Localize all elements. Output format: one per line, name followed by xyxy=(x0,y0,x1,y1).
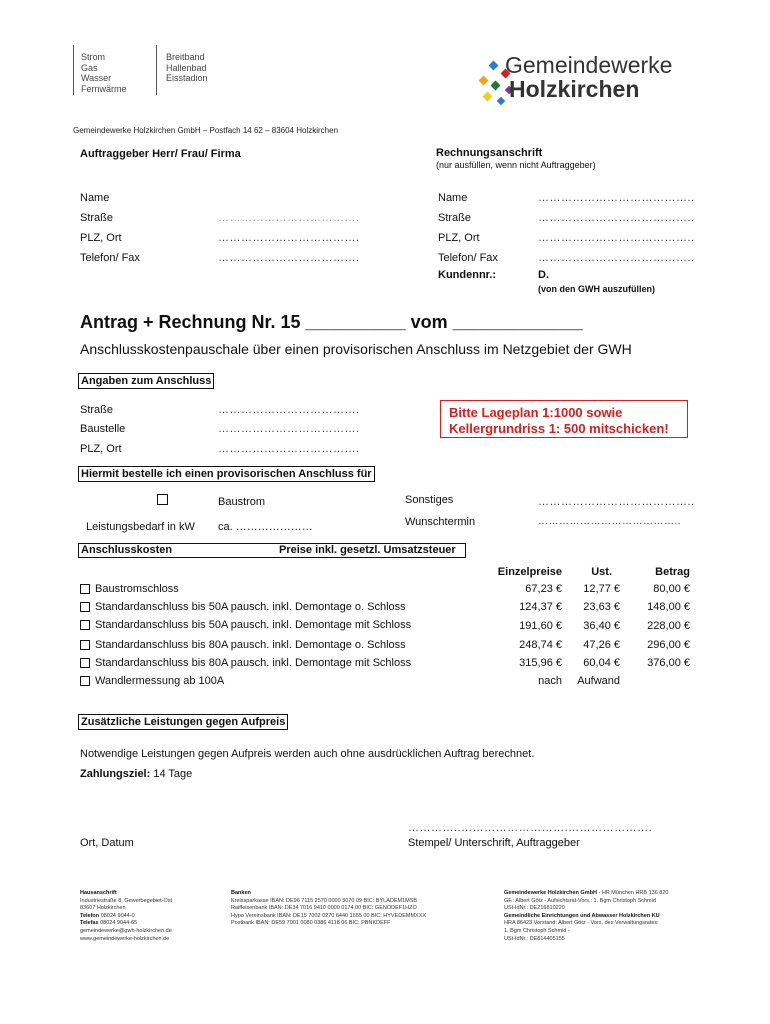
cost-row-6-label: Wandlermessung ab 100A xyxy=(95,675,225,687)
client-phone-label: Telefon/ Fax xyxy=(80,252,140,264)
footer-email[interactable]: gemeindewerke@gwh-holzkirchen.de xyxy=(80,927,172,934)
cost-row-1-label: Baustromschloss xyxy=(95,583,179,595)
cost-row-4-price: 248,74 € xyxy=(519,639,562,651)
client-street-field[interactable]: ………………………………. xyxy=(218,212,360,224)
footer-address xyxy=(80,890,172,943)
sender-line: Gemeindewerke Holzkirchen GmbH – Postfach 14 62 – 83604 Holzkirchen xyxy=(73,126,339,135)
billing-name-label: Name xyxy=(438,192,468,204)
footer-company-title: Gemeindewerke Holzkirchen GmbH xyxy=(504,890,597,896)
footer-ku-line-1: HRA 86423 Vorstand: Albert Götz - Vors. des Verwaltungsrates: xyxy=(504,920,659,927)
extras-note: Notwendige Leistungen gegen Aufpreis werden auch ohne ausdrücklichen Auftrag berechnet. xyxy=(80,748,535,760)
footer-bank-line-3: Hypo Vereinsbank IBAN: DE15 7002 0270 6440 1555 00 BIC: HYVEDEMMXXX xyxy=(231,912,427,919)
billing-street-label: Straße xyxy=(438,212,472,224)
payment-terms-label: Zahlungsziel: xyxy=(80,768,151,780)
header-divider-left xyxy=(73,45,74,95)
col-header-total: Betrag xyxy=(655,566,690,578)
col-header-price: Einzelpreise xyxy=(497,566,562,578)
cost-row-2-tax: 23,63 € xyxy=(583,601,620,613)
cost-row-2 xyxy=(80,601,406,613)
cost-row-2-label: Standardanschluss bis 50A pausch. inkl. Demontage o. Schloss xyxy=(95,601,406,613)
footer-ku-line-2: 1. Bgm Christoph Schmid - xyxy=(504,927,570,934)
cost-row-3-checkbox[interactable] xyxy=(80,620,90,630)
payment-terms xyxy=(80,768,192,780)
order-heading: Hiermit bestelle ich einen provisorischen Anschluss für xyxy=(78,466,375,482)
connection-site-field[interactable]: ………………………………. xyxy=(218,423,360,435)
cost-row-5-price: 315,96 € xyxy=(519,657,562,669)
signature-field[interactable]: …………..……………………….…………………. xyxy=(408,822,653,834)
footer-company-suffix: - HR München HRB 136 820 xyxy=(598,890,669,896)
cost-row-1-price: 67,23 € xyxy=(525,583,562,595)
footer-phone-value: 08024 9044-0 xyxy=(100,912,135,919)
billing-street-field[interactable]: ………………………………….. xyxy=(538,212,695,224)
costs-heading-box xyxy=(78,543,466,558)
connection-city-label: PLZ, Ort xyxy=(80,443,122,455)
cost-row-3-tax: 36,40 € xyxy=(583,620,620,632)
site-plan-notice-line-1: Bitte Lageplan 1:1000 sowie xyxy=(449,405,623,420)
billing-name-field[interactable]: ………………………………….. xyxy=(538,192,695,204)
customer-number-value: D. xyxy=(538,269,549,281)
cost-row-5-total: 376,00 € xyxy=(647,657,690,669)
baustrom-checkbox[interactable] xyxy=(157,494,168,505)
service-list-1: Strom Gas Wasser Fernwärme xyxy=(81,52,127,94)
footer-fax-label: Telefax xyxy=(80,920,99,927)
footer-company-line-1: GF.: Albert Götz - Aufsichtsrat-Vors.: 1. Bgm Christoph Schmid xyxy=(504,897,656,904)
footer-company-line-2: USt-IdNr.: DE216810220 xyxy=(504,905,565,912)
footer-banks-title: Banken xyxy=(231,890,251,896)
cost-row-6 xyxy=(80,675,224,687)
sonstiges-label: Sonstiges xyxy=(405,494,454,506)
cost-row-4 xyxy=(80,639,406,651)
billing-phone-field[interactable]: ………………………………….. xyxy=(538,252,695,264)
cost-row-4-label: Standardanschluss bis 80A pausch. inkl. Demontage o. Schloss xyxy=(95,639,406,651)
connection-street-label: Straße xyxy=(80,404,114,416)
cost-row-4-total: 296,00 € xyxy=(647,639,690,651)
billing-city-field[interactable]: ………………………………….. xyxy=(538,232,695,244)
client-city-field[interactable]: ………………………………. xyxy=(218,232,360,244)
cost-row-2-total: 148,00 € xyxy=(647,601,690,613)
page-title: Antrag + Rechnung Nr. 15 __________ vom _____________ xyxy=(80,312,583,332)
costs-heading: Anschlusskosten xyxy=(81,544,173,556)
client-city-label: PLZ, Ort xyxy=(80,232,122,244)
footer-phone xyxy=(80,913,172,921)
billing-subheading: (nur ausfüllen, wenn nicht Auftraggeber) xyxy=(436,160,596,170)
cost-row-1 xyxy=(80,583,179,595)
site-plan-notice xyxy=(440,400,688,438)
cost-row-2-price: 124,37 € xyxy=(519,601,562,613)
place-date-label: Ort, Datum xyxy=(80,837,134,849)
site-plan-notice-line-2: Kellergrundriss 1: 500 mitschicken! xyxy=(449,421,669,436)
footer-address-line-1: Industriestraße 8, Gewerbegebiet-Ost xyxy=(80,897,173,904)
cost-row-1-checkbox[interactable] xyxy=(80,584,90,594)
cost-row-6-tax: Aufwand xyxy=(577,675,620,687)
cost-row-1-tax: 12,77 € xyxy=(583,583,620,595)
cost-row-3-total: 228,00 € xyxy=(647,620,690,632)
footer-website[interactable]: www.gemeindewerke-holzkirchen.de xyxy=(80,935,170,942)
footer-bank-line-1: Kreissparkasse IBAN: DE96 7115 2570 0000 3070 09 BIC: BYLADEM1MSB xyxy=(231,897,418,904)
cost-row-5 xyxy=(80,657,411,669)
footer-phone-label: Telefon xyxy=(80,912,100,919)
cost-row-3-price: 191,60 € xyxy=(519,620,562,632)
cost-row-4-tax: 47,26 € xyxy=(583,639,620,651)
cost-row-4-checkbox[interactable] xyxy=(80,640,90,650)
footer-fax-value: 08024 9044-65 xyxy=(100,920,138,927)
client-name-label: Name xyxy=(80,192,110,204)
logo-wordmark-bottom: Holzkirchen xyxy=(509,76,640,102)
customer-number-label: Kundennr.: xyxy=(438,269,497,281)
cost-row-6-checkbox[interactable] xyxy=(80,676,90,686)
client-street-label: Straße xyxy=(80,212,114,224)
costs-subheading: Preise inkl. gesetzl. Umsatzsteuer xyxy=(279,544,456,556)
footer-address-title: Hausanschrift xyxy=(80,890,117,896)
payment-terms-value: 14 Tage xyxy=(153,768,193,780)
cost-row-6-price: nach xyxy=(538,675,562,687)
footer-address-line-2: 83607 Holzkirchen xyxy=(80,905,126,912)
col-header-tax: Ust. xyxy=(591,566,612,578)
extras-heading: Zusätzliche Leistungen gegen Aufpreis xyxy=(78,714,288,730)
connection-city-field[interactable]: ………………………………. xyxy=(218,443,360,455)
client-phone-field[interactable]: ………………………………. xyxy=(218,252,360,264)
footer-company xyxy=(504,890,668,943)
cost-row-5-tax: 60,04 € xyxy=(583,657,620,669)
cost-row-5-checkbox[interactable] xyxy=(80,658,90,668)
cost-row-3-label: Standardanschluss bis 50A pausch. inkl. Demontage mit Schloss xyxy=(95,619,412,631)
logo-wordmark-top: Gemeindewerke xyxy=(505,52,673,78)
billing-city-label: PLZ, Ort xyxy=(438,232,480,244)
signature-label: Stempel/ Unterschrift, Auftraggeber xyxy=(408,837,580,849)
connection-heading: Angaben zum Anschluss xyxy=(78,373,214,389)
cost-row-1-total: 80,00 € xyxy=(653,583,690,595)
billing-phone-label: Telefon/ Fax xyxy=(438,252,498,264)
header-divider-right xyxy=(156,45,157,95)
desired-date-label: Wunschtermin xyxy=(405,516,476,528)
cost-row-2-checkbox[interactable] xyxy=(80,602,90,612)
baustrom-label: Baustrom xyxy=(218,496,266,508)
power-field[interactable]: ca. ………………… xyxy=(218,521,313,533)
cost-row-5-label: Standardanschluss bis 80A pausch. inkl. Demontage mit Schloss xyxy=(95,657,412,669)
service-list-2: Breitband Hallenbad Eisstadion xyxy=(166,52,208,83)
client-heading: Auftraggeber Herr/ Frau/ Firma xyxy=(80,148,241,160)
connection-street-field[interactable]: ………………………………. xyxy=(218,404,360,416)
desired-date-field[interactable]: ………………………………….. xyxy=(538,516,682,527)
footer-ku-title: Gemeindliche Einrichtungen und Abwasser Holzkirchen KU xyxy=(504,912,660,919)
customer-number-note: (von den GWH auszufüllen) xyxy=(538,284,655,294)
billing-heading: Rechnungsanschrift xyxy=(436,147,543,159)
footer-bank-line-2: Raiffeisenbank IBAN: DE34 7016 9410 0000 0174 00 BIC: GENODEF1HZO xyxy=(231,905,417,912)
page-subtitle: Anschlusskostenpauschale über einen provisorischen Anschluss im Netzgebiet der GWH xyxy=(80,341,632,357)
footer-bank-line-4: Postbank IBAN: DE59 7001 0080 0386 4118 06 BIC: PBNKDEFF xyxy=(231,920,391,927)
sonstiges-field[interactable]: ………………………………….. xyxy=(538,496,695,508)
footer-fax xyxy=(80,920,172,928)
cost-row-3 xyxy=(80,619,411,631)
footer-ku-line-3: USt-IdNr.: DE814405155 xyxy=(504,935,565,942)
power-label: Leistungsbedarf in kW xyxy=(86,521,195,533)
footer-banks xyxy=(231,890,426,928)
connection-site-label: Baustelle xyxy=(80,423,126,435)
